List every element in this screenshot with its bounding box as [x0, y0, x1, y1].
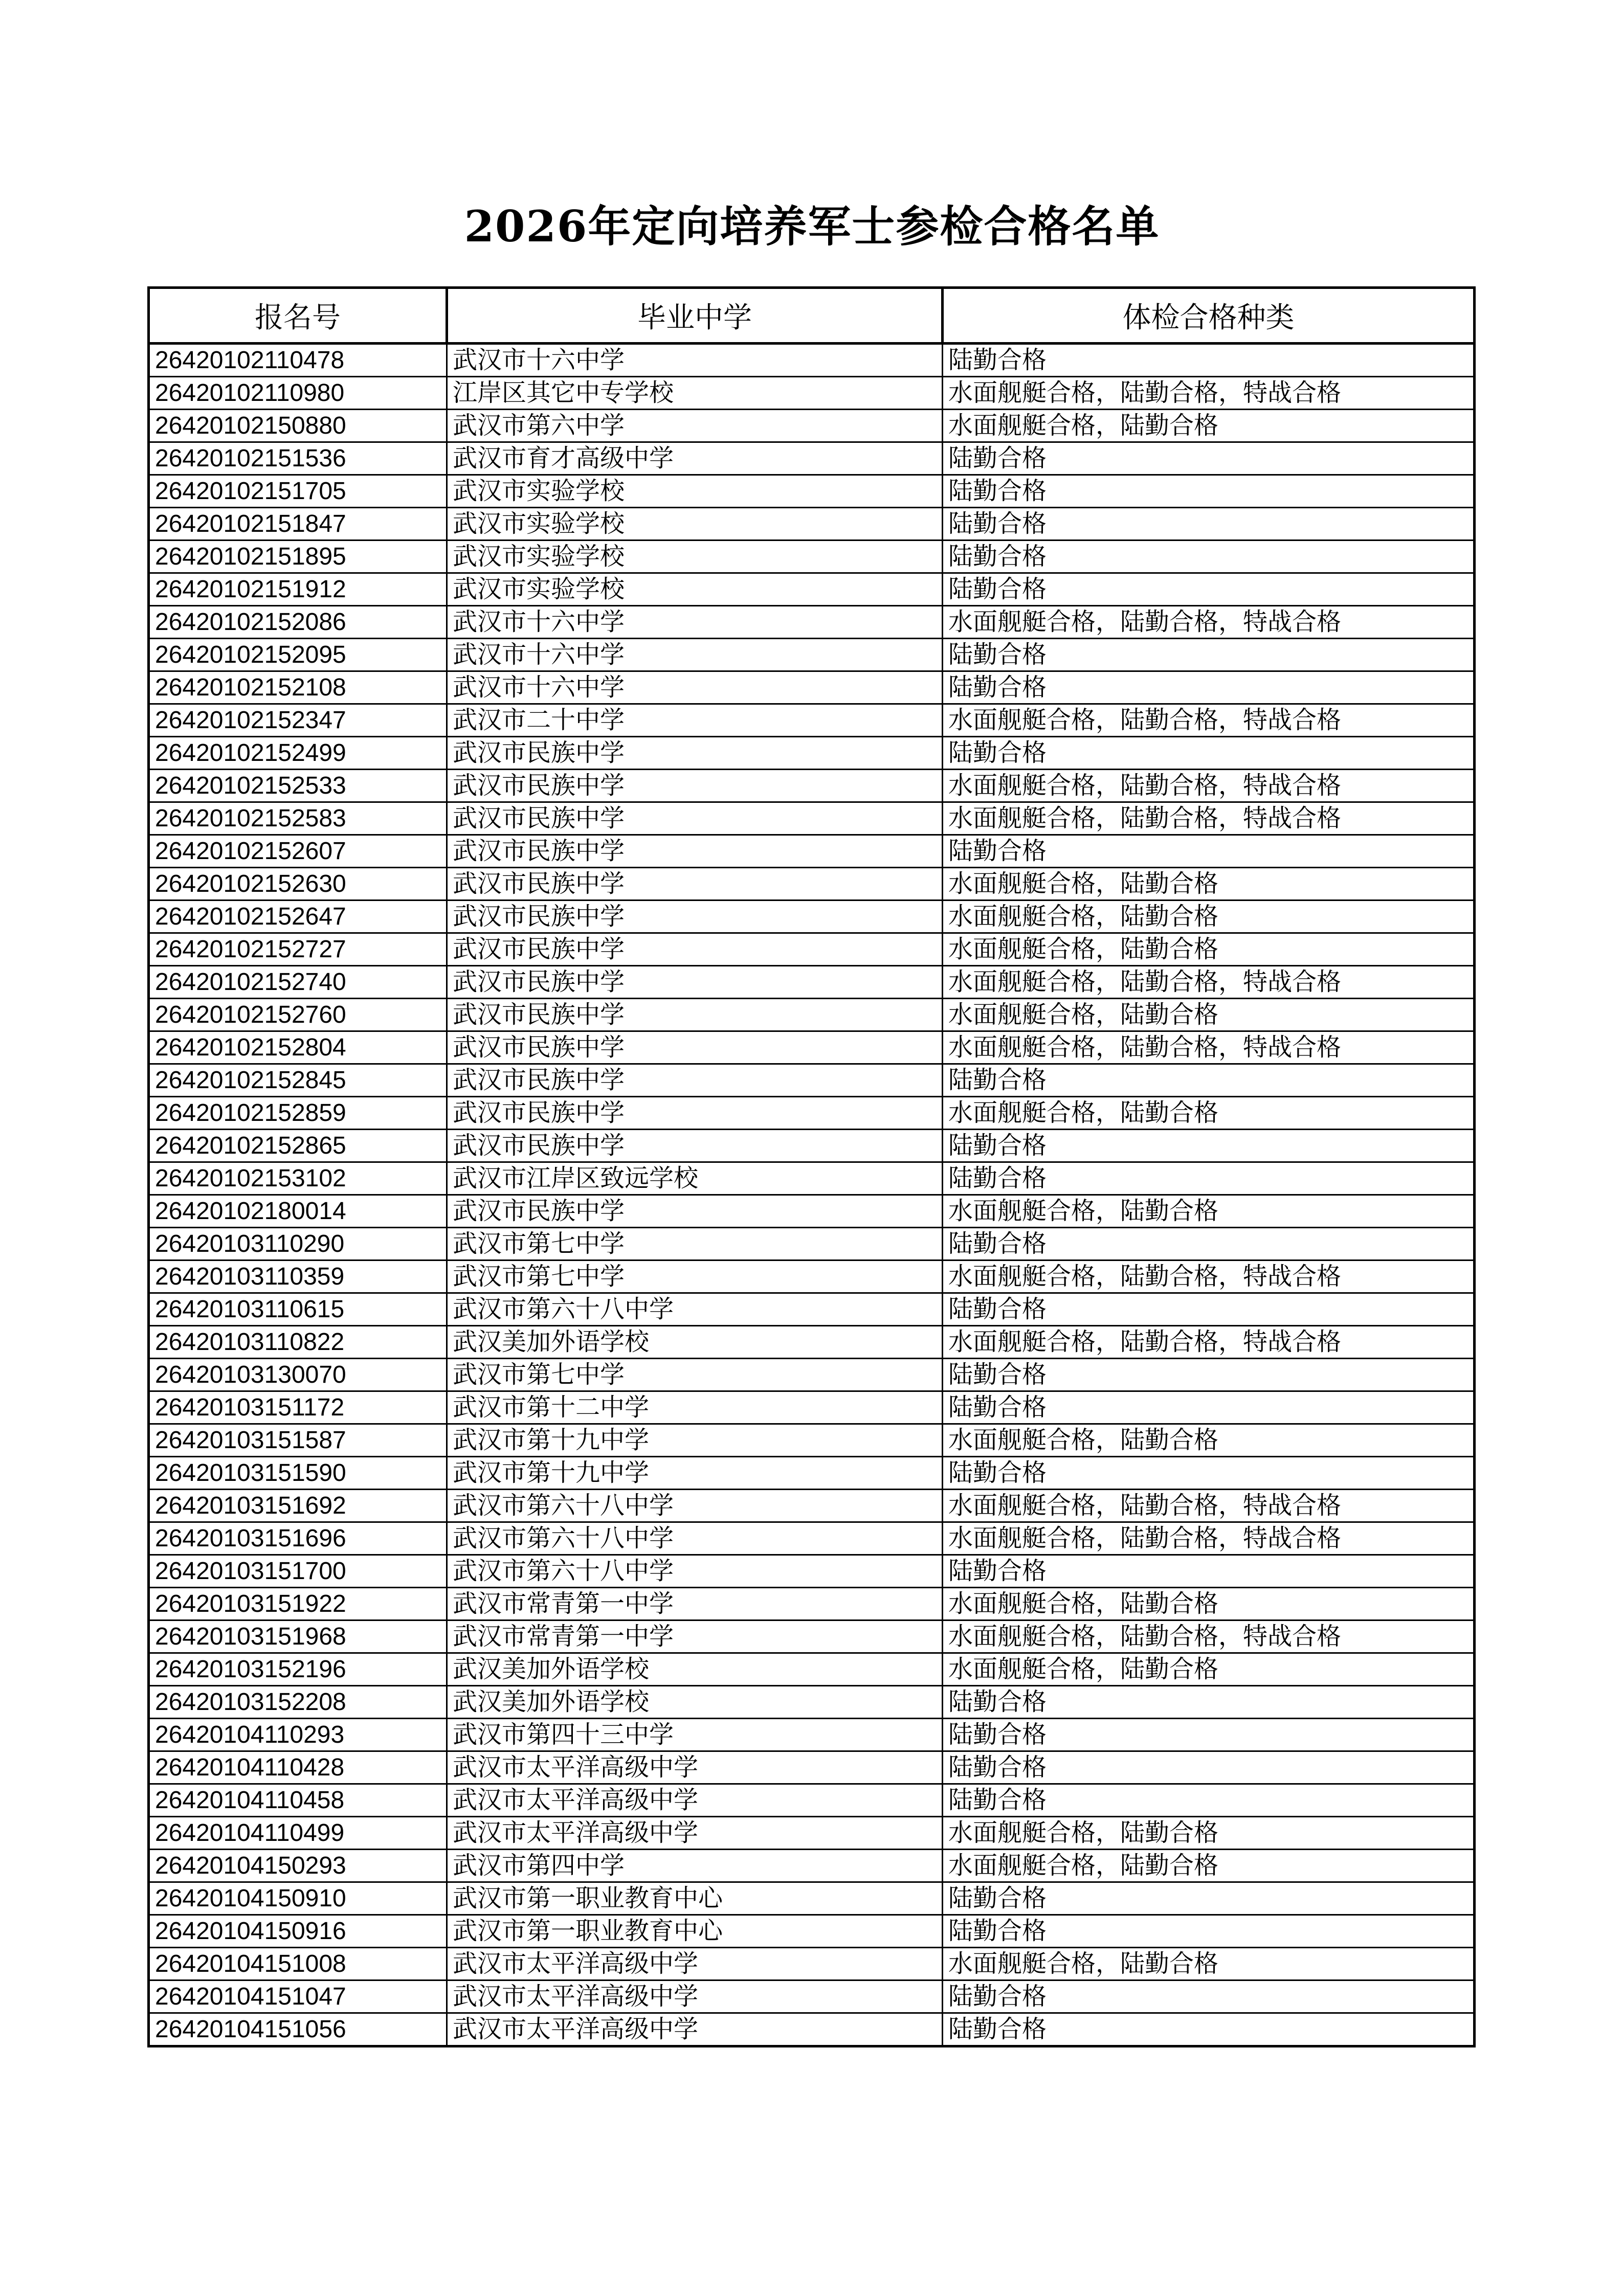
qualification-category-cell: 水面舰艇合格，陆勤合格，特战合格: [943, 1031, 1475, 1064]
qualification-category-cell: 水面舰艇合格，陆勤合格，特战合格: [943, 802, 1475, 835]
qualification-category-cell: 陆勤合格: [943, 442, 1475, 475]
graduating-school-cell: 武汉市实验学校: [447, 475, 943, 508]
registration-number-cell: 26420102152630: [149, 868, 447, 901]
graduating-school-cell: 武汉市第七中学: [447, 1359, 943, 1391]
table-row: [149, 606, 1475, 639]
qualification-category-cell: 陆勤合格: [943, 737, 1475, 770]
table-row: [149, 1948, 1475, 1980]
registration-number-cell: 26420102152108: [149, 671, 447, 704]
registration-number-cell: 26420102180014: [149, 1195, 447, 1228]
registration-number-cell: 26420102151705: [149, 475, 447, 508]
table-row: [149, 1620, 1475, 1653]
qualification-category-cell: 水面舰艇合格，陆勤合格，特战合格: [943, 1326, 1475, 1359]
graduating-school-cell: 武汉市实验学校: [447, 541, 943, 573]
graduating-school-cell: 武汉市育才高级中学: [447, 442, 943, 475]
column-header-qualification-category: 体检合格种类: [943, 288, 1475, 344]
registration-number-cell: 26420102152865: [149, 1130, 447, 1162]
table-row: [149, 1522, 1475, 1555]
qualification-category-cell: 水面舰艇合格，陆勤合格，特战合格: [943, 606, 1475, 639]
graduating-school-cell: 武汉市第四中学: [447, 1850, 943, 1882]
registration-number-cell: 26420102151847: [149, 508, 447, 541]
table-row: [149, 704, 1475, 737]
qualification-category-cell: 陆勤合格: [943, 835, 1475, 868]
table-row: [149, 1719, 1475, 1751]
graduating-school-cell: 武汉市太平洋高级中学: [447, 1817, 943, 1850]
table-row: [149, 1424, 1475, 1457]
qualification-category-cell: 陆勤合格: [943, 1391, 1475, 1424]
registration-number-cell: 26420103151696: [149, 1522, 447, 1555]
qualification-category-cell: 陆勤合格: [943, 1882, 1475, 1915]
table-row: [149, 770, 1475, 802]
qualification-category-cell: 陆勤合格: [943, 1555, 1475, 1588]
graduating-school-cell: 武汉市第六十八中学: [447, 1293, 943, 1326]
registration-number-cell: 26420102152760: [149, 999, 447, 1031]
registration-number-cell: 26420103151590: [149, 1457, 447, 1490]
registration-number-cell: 26420104151008: [149, 1948, 447, 1980]
registration-number-cell: 26420103151587: [149, 1424, 447, 1457]
table-row: [149, 1064, 1475, 1097]
table-row: [149, 1980, 1475, 2013]
qualification-category-cell: 水面舰艇合格，陆勤合格，特战合格: [943, 377, 1475, 410]
registration-number-cell: 26420103151968: [149, 1620, 447, 1653]
registration-number-cell: 26420104110293: [149, 1719, 447, 1751]
column-header-registration-number: 报名号: [149, 288, 447, 344]
registration-number-cell: 26420102152727: [149, 933, 447, 966]
registration-number-cell: 26420102153102: [149, 1162, 447, 1195]
table-row: [149, 1391, 1475, 1424]
graduating-school-cell: 武汉市第七中学: [447, 1260, 943, 1293]
qualification-category-cell: 水面舰艇合格，陆勤合格: [943, 1195, 1475, 1228]
graduating-school-cell: 武汉美加外语学校: [447, 1686, 943, 1719]
table-row: [149, 1326, 1475, 1359]
qualification-category-cell: 水面舰艇合格，陆勤合格，特战合格: [943, 966, 1475, 999]
registration-number-cell: 26420103110290: [149, 1228, 447, 1260]
qualification-category-cell: 陆勤合格: [943, 541, 1475, 573]
table-row: [149, 1490, 1475, 1522]
graduating-school-cell: 武汉市十六中学: [447, 671, 943, 704]
registration-number-cell: 26420102151895: [149, 541, 447, 573]
graduating-school-cell: 武汉市民族中学: [447, 770, 943, 802]
table-row: [149, 671, 1475, 704]
graduating-school-cell: 武汉市十六中学: [447, 606, 943, 639]
qualification-category-cell: 水面舰艇合格，陆勤合格，特战合格: [943, 1620, 1475, 1653]
graduating-school-cell: 武汉市太平洋高级中学: [447, 1751, 943, 1784]
registration-number-cell: 26420103152208: [149, 1686, 447, 1719]
graduating-school-cell: 武汉市二十中学: [447, 704, 943, 737]
qualification-category-cell: 水面舰艇合格，陆勤合格，特战合格: [943, 704, 1475, 737]
table-row: [149, 835, 1475, 868]
qualification-category-cell: 陆勤合格: [943, 1457, 1475, 1490]
graduating-school-cell: 武汉市第四十三中学: [447, 1719, 943, 1751]
table-row: [149, 508, 1475, 541]
qualification-category-cell: 陆勤合格: [943, 573, 1475, 606]
qualification-category-cell: 陆勤合格: [943, 1228, 1475, 1260]
qualification-category-cell: 水面舰艇合格，陆勤合格: [943, 1097, 1475, 1130]
registration-number-cell: 26420102152845: [149, 1064, 447, 1097]
registration-number-cell: 26420102152086: [149, 606, 447, 639]
qualification-category-cell: 水面舰艇合格，陆勤合格: [943, 933, 1475, 966]
graduating-school-cell: 武汉美加外语学校: [447, 1326, 943, 1359]
graduating-school-cell: 武汉市常青第一中学: [447, 1620, 943, 1653]
registration-number-cell: 26420103152196: [149, 1653, 447, 1686]
registration-number-cell: 26420103151700: [149, 1555, 447, 1588]
qualified-list-table: [147, 286, 1476, 2047]
qualification-category-cell: 陆勤合格: [943, 1162, 1475, 1195]
qualification-category-cell: 水面舰艇合格，陆勤合格: [943, 868, 1475, 901]
qualification-category-cell: 陆勤合格: [943, 1751, 1475, 1784]
qualification-category-cell: 水面舰艇合格，陆勤合格: [943, 1653, 1475, 1686]
registration-number-cell: 26420103151922: [149, 1588, 447, 1620]
graduating-school-cell: 武汉市民族中学: [447, 933, 943, 966]
graduating-school-cell: 武汉市民族中学: [447, 901, 943, 933]
qualification-category-cell: 陆勤合格: [943, 2013, 1475, 2046]
graduating-school-cell: 武汉市民族中学: [447, 1195, 943, 1228]
registration-number-cell: 26420102152347: [149, 704, 447, 737]
table-row: [149, 344, 1475, 377]
registration-number-cell: 26420104150916: [149, 1915, 447, 1948]
graduating-school-cell: 武汉市第十九中学: [447, 1424, 943, 1457]
qualification-category-cell: 陆勤合格: [943, 344, 1475, 377]
graduating-school-cell: 武汉市太平洋高级中学: [447, 1784, 943, 1817]
qualification-category-cell: 水面舰艇合格，陆勤合格，特战合格: [943, 1490, 1475, 1522]
graduating-school-cell: 武汉美加外语学校: [447, 1653, 943, 1686]
graduating-school-cell: 武汉市太平洋高级中学: [447, 1980, 943, 2013]
graduating-school-cell: 武汉市民族中学: [447, 1097, 943, 1130]
qualification-category-cell: 水面舰艇合格，陆勤合格: [943, 410, 1475, 442]
table-row: [149, 1097, 1475, 1130]
header-row: [149, 288, 1475, 344]
table-row: [149, 1359, 1475, 1391]
qualification-category-cell: 陆勤合格: [943, 671, 1475, 704]
qualification-category-cell: 陆勤合格: [943, 1686, 1475, 1719]
graduating-school-cell: 武汉市实验学校: [447, 508, 943, 541]
table-row: [149, 377, 1475, 410]
graduating-school-cell: 武汉市太平洋高级中学: [447, 1948, 943, 1980]
table-row: [149, 1457, 1475, 1490]
qualification-category-cell: 陆勤合格: [943, 508, 1475, 541]
table-row: [149, 901, 1475, 933]
registration-number-cell: 26420102110980: [149, 377, 447, 410]
registration-number-cell: 26420102152647: [149, 901, 447, 933]
table-header: [149, 288, 1475, 344]
registration-number-cell: 26420103130070: [149, 1359, 447, 1391]
registration-number-cell: 26420104110428: [149, 1751, 447, 1784]
registration-number-cell: 26420103151692: [149, 1490, 447, 1522]
table-row: [149, 410, 1475, 442]
registration-number-cell: 26420102151536: [149, 442, 447, 475]
registration-number-cell: 26420104151056: [149, 2013, 447, 2046]
registration-number-cell: 26420104110458: [149, 1784, 447, 1817]
graduating-school-cell: 武汉市第七中学: [447, 1228, 943, 1260]
graduating-school-cell: 武汉市民族中学: [447, 1031, 943, 1064]
table-row: [149, 868, 1475, 901]
qualification-category-cell: 陆勤合格: [943, 1130, 1475, 1162]
graduating-school-cell: 武汉市江岸区致远学校: [447, 1162, 943, 1195]
table-row: [149, 1130, 1475, 1162]
qualification-category-cell: 陆勤合格: [943, 1359, 1475, 1391]
graduating-school-cell: 武汉市民族中学: [447, 999, 943, 1031]
table-row: [149, 475, 1475, 508]
graduating-school-cell: 武汉市第一职业教育中心: [447, 1882, 943, 1915]
qualification-category-cell: 水面舰艇合格，陆勤合格，特战合格: [943, 1260, 1475, 1293]
graduating-school-cell: 武汉市第六十八中学: [447, 1490, 943, 1522]
graduating-school-cell: 武汉市第六十八中学: [447, 1522, 943, 1555]
registration-number-cell: 26420102110478: [149, 344, 447, 377]
graduating-school-cell: 武汉市十六中学: [447, 344, 943, 377]
table-row: [149, 1882, 1475, 1915]
table-row: [149, 541, 1475, 573]
column-header-graduating-school: 毕业中学: [447, 288, 943, 344]
table-row: [149, 966, 1475, 999]
graduating-school-cell: 江岸区其它中专学校: [447, 377, 943, 410]
qualification-category-cell: 陆勤合格: [943, 639, 1475, 671]
table-row: [149, 737, 1475, 770]
table-row: [149, 1588, 1475, 1620]
table-row: [149, 1686, 1475, 1719]
graduating-school-cell: 武汉市民族中学: [447, 868, 943, 901]
registration-number-cell: 26420102152583: [149, 802, 447, 835]
table-row: [149, 1260, 1475, 1293]
table-body: [149, 344, 1475, 2046]
table-row: [149, 1653, 1475, 1686]
qualification-category-cell: 水面舰艇合格，陆勤合格: [943, 1588, 1475, 1620]
table-row: [149, 1195, 1475, 1228]
graduating-school-cell: 武汉市民族中学: [447, 737, 943, 770]
registration-number-cell: 26420102152095: [149, 639, 447, 671]
registration-number-cell: 26420102152607: [149, 835, 447, 868]
graduating-school-cell: 武汉市常青第一中学: [447, 1588, 943, 1620]
table-row: [149, 1162, 1475, 1195]
registration-number-cell: 26420104150910: [149, 1882, 447, 1915]
table-row: [149, 933, 1475, 966]
qualification-category-cell: 陆勤合格: [943, 1980, 1475, 2013]
registration-number-cell: 26420103110615: [149, 1293, 447, 1326]
table-row: [149, 802, 1475, 835]
graduating-school-cell: 武汉市第十二中学: [447, 1391, 943, 1424]
graduating-school-cell: 武汉市实验学校: [447, 573, 943, 606]
registration-number-cell: 26420102152804: [149, 1031, 447, 1064]
table-row: [149, 1817, 1475, 1850]
table-row: [149, 999, 1475, 1031]
registration-number-cell: 26420102152499: [149, 737, 447, 770]
page-title: 2026年定向培养军士参检合格名单: [464, 201, 1160, 252]
registration-number-cell: 26420102152740: [149, 966, 447, 999]
table-row: [149, 1850, 1475, 1882]
qualification-category-cell: 水面舰艇合格，陆勤合格，特战合格: [943, 1522, 1475, 1555]
registration-number-cell: 26420104110499: [149, 1817, 447, 1850]
graduating-school-cell: 武汉市十六中学: [447, 639, 943, 671]
qualification-category-cell: 陆勤合格: [943, 1784, 1475, 1817]
registration-number-cell: 26420103110359: [149, 1260, 447, 1293]
qualification-category-cell: 水面舰艇合格，陆勤合格: [943, 1817, 1475, 1850]
graduating-school-cell: 武汉市民族中学: [447, 802, 943, 835]
graduating-school-cell: 武汉市第一职业教育中心: [447, 1915, 943, 1948]
graduating-school-cell: 武汉市第六十八中学: [447, 1555, 943, 1588]
graduating-school-cell: 武汉市民族中学: [447, 966, 943, 999]
table-row: [149, 1751, 1475, 1784]
table-row: [149, 1784, 1475, 1817]
registration-number-cell: 26420103110822: [149, 1326, 447, 1359]
table-row: [149, 1555, 1475, 1588]
qualification-category-cell: 水面舰艇合格，陆勤合格，特战合格: [943, 770, 1475, 802]
table-row: [149, 1228, 1475, 1260]
qualification-category-cell: 陆勤合格: [943, 1064, 1475, 1097]
graduating-school-cell: 武汉市民族中学: [447, 835, 943, 868]
table-row: [149, 2013, 1475, 2046]
table-row: [149, 1293, 1475, 1326]
qualification-category-cell: 水面舰艇合格，陆勤合格: [943, 1850, 1475, 1882]
table-row: [149, 1031, 1475, 1064]
qualification-category-cell: 水面舰艇合格，陆勤合格: [943, 999, 1475, 1031]
registration-number-cell: 26420102152859: [149, 1097, 447, 1130]
graduating-school-cell: 武汉市民族中学: [447, 1130, 943, 1162]
graduating-school-cell: 武汉市第十九中学: [447, 1457, 943, 1490]
graduating-school-cell: 武汉市第六中学: [447, 410, 943, 442]
registration-number-cell: 26420102150880: [149, 410, 447, 442]
qualification-category-cell: 水面舰艇合格，陆勤合格: [943, 901, 1475, 933]
qualification-category-cell: 陆勤合格: [943, 1719, 1475, 1751]
registration-number-cell: 26420102151912: [149, 573, 447, 606]
graduating-school-cell: 武汉市太平洋高级中学: [447, 2013, 943, 2046]
graduating-school-cell: 武汉市民族中学: [447, 1064, 943, 1097]
table-row: [149, 573, 1475, 606]
registration-number-cell: 26420104151047: [149, 1980, 447, 2013]
registration-number-cell: 26420103151172: [149, 1391, 447, 1424]
qualification-category-cell: 陆勤合格: [943, 475, 1475, 508]
table-row: [149, 442, 1475, 475]
qualification-category-cell: 水面舰艇合格，陆勤合格: [943, 1424, 1475, 1457]
qualification-category-cell: 水面舰艇合格，陆勤合格: [943, 1948, 1475, 1980]
qualification-category-cell: 陆勤合格: [943, 1293, 1475, 1326]
table-row: [149, 1915, 1475, 1948]
table-row: [149, 639, 1475, 671]
registration-number-cell: 26420104150293: [149, 1850, 447, 1882]
qualification-category-cell: 陆勤合格: [943, 1915, 1475, 1948]
registration-number-cell: 26420102152533: [149, 770, 447, 802]
